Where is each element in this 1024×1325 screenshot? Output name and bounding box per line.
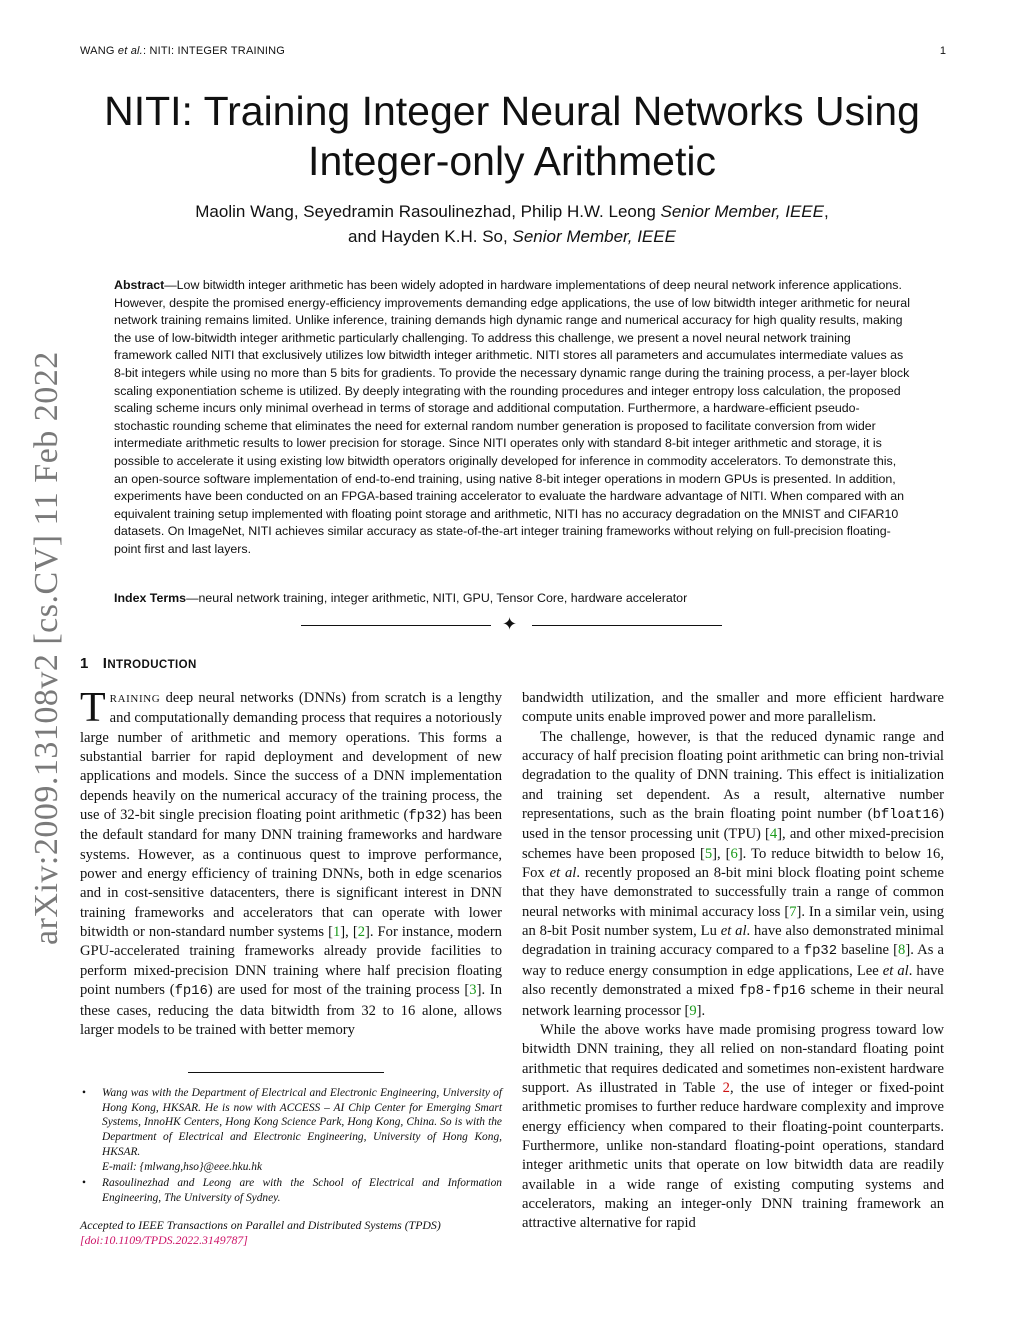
text-run: The challenge, however, is that the reduced dynamic range and accuracy of half precision floating point arithmetic can bring non-trivial degradation to the quality of DNN training. This effect is initialization and training set dependent. As a result, alternative number representations, such as the brain floating point number ( <box>522 728 944 823</box>
text-run: ]. To reduce bitwidth to below 16, Fox <box>522 845 944 882</box>
footnote-affiliation-rasoulinezhad-leong <box>80 1176 502 1205</box>
index-terms-label: Index Terms <box>114 591 187 605</box>
code-bfloat16: bfloat16 <box>872 807 940 824</box>
section-title-initial: I <box>102 655 108 672</box>
section-number: 1 <box>80 655 89 672</box>
et-al: et al <box>549 865 577 882</box>
et-al: et al <box>882 962 909 979</box>
intro-paragraph-1 <box>80 685 502 1040</box>
intro-paragraph-continued: bandwidth utilization, and the smaller and more efficient hardware compute units enable improved power and more parallelism. <box>522 690 944 726</box>
running-head-prefix: WANG <box>80 45 118 57</box>
text-run: ]. <box>696 1002 706 1019</box>
text-run: ) are used for most of the training process [ <box>207 982 470 999</box>
running-head <box>80 45 285 57</box>
citation-link[interactable]: 6 <box>730 845 738 862</box>
author-line-2 <box>80 224 944 249</box>
text-run: ]. As a way to reduce energy consumption in edge applications, Lee <box>522 942 944 979</box>
text-run: baseline [ <box>837 942 899 959</box>
author-list <box>80 199 944 249</box>
table-reference-link[interactable]: 2 <box>722 1079 730 1096</box>
divider-line-right <box>532 625 722 626</box>
footnote-bullet-icon: • <box>82 1087 86 1099</box>
doi-link[interactable]: [doi:10.1109/TPDS.2022.3149787] <box>80 1233 248 1248</box>
lead-smallcaps: RAINING <box>109 693 161 705</box>
code-fp32: fp32 <box>803 943 838 960</box>
code-fp16: fp16 <box>174 983 208 1000</box>
drop-cap: T <box>80 685 106 731</box>
citation-link[interactable]: 7 <box>789 903 797 920</box>
et-al: et al <box>720 923 747 940</box>
footnote-affiliation-wang-so <box>80 1086 502 1174</box>
paper-title: NITI: Training Integer Neural Networks Using Integer-only Arithmetic <box>104 88 920 184</box>
author-names-1: Maolin Wang, Seyedramin Rasoulinezhad, Philip H.W. Leong <box>195 202 656 221</box>
right-column <box>522 689 944 1234</box>
text-run: ]. In a similar vein, using an 8-bit Posit number system, Lu <box>522 903 944 940</box>
text-run: ]. For instance, modern GPU-accelerated training frameworks already provide facilities to perform mixed-precision DNN training where half precision floating point numbers ( <box>80 924 502 999</box>
citation-link[interactable]: 2 <box>357 924 365 941</box>
publication-note <box>80 1218 502 1249</box>
author-names-2: and Hayden K.H. So, <box>348 227 508 246</box>
text-run: scheme in their neural network learning processor [ <box>522 982 944 1019</box>
footnote-bullet-icon: • <box>82 1177 86 1190</box>
author-membership-1: Senior Member, IEEE <box>660 202 824 221</box>
index-terms-text: —neural network training, integer arithmetic, NITI, GPU, Tensor Core, hardware accelerator <box>186 591 688 605</box>
code-fp8-fp16: fp8-fp16 <box>739 983 806 1000</box>
code-fp32: fp32 <box>408 808 442 825</box>
divider-line-left <box>301 625 491 626</box>
index-terms <box>114 590 911 608</box>
abstract <box>114 277 911 559</box>
text-run: . have also recently demonstrated a mixed <box>522 962 944 999</box>
page-number: 1 <box>939 45 946 57</box>
citation-link[interactable]: 9 <box>689 1002 697 1019</box>
section-title-rest: NTRODUCTION <box>107 659 197 671</box>
running-head-suffix: : NITI: INTEGER TRAINING <box>142 45 286 57</box>
text-run: . recently proposed an 8-bit mini block floating point scheme that they have demonstrated to successfully train a range of common neural networks with minimal accuracy loss [ <box>522 865 945 920</box>
divider-star-icon: ✦ <box>502 614 518 634</box>
citation-link[interactable]: 8 <box>898 942 906 959</box>
text-run: ]. In these cases, reducing the data bitwidth from 32 to 16 alone, allows larger models to be trained with better memory <box>80 982 502 1038</box>
running-head-etal: et al. <box>117 45 143 57</box>
section-divider <box>301 614 722 634</box>
text-run: While the above works have made promising progress toward low bitwidth DNN training, they all relied on non-standard floating point arithmetic that requires dedicated and sometimes non-existent hardware support. As illustrated in Table <box>522 1021 944 1096</box>
intro-paragraph-2 <box>522 728 944 1021</box>
text-run: . have also demonstrated minimal degradation in training accuracy compared to a <box>522 923 944 959</box>
citation-link[interactable]: 4 <box>769 826 778 843</box>
abstract-label: Abstract <box>114 278 165 292</box>
text-run: ) used in the tensor processing unit (TPU) [ <box>522 806 944 843</box>
citation-link[interactable]: 5 <box>704 845 713 862</box>
footnote-email: E-mail: {mlwang,hso}@eee.hku.hk <box>102 1160 263 1173</box>
citation-link[interactable]: 3 <box>469 982 477 999</box>
author-membership-2: Senior Member, IEEE <box>512 227 676 246</box>
text-run: ) has been the default standard for many DNN training frameworks and hardware systems. However, as a continuous quest to improve performance, power and energy efficiency of training DNNs, both in edge scenarios and in cost-sensitive datacenters, there is significant interest in DNN training frameworks and accelerators that can operate with lower bitwidth or non-standard number systems [ <box>80 807 502 941</box>
arxiv-identifier[interactable]: arXiv:2009.13108v2 [cs.CV] 11 Feb 2022 <box>28 351 65 945</box>
accepted-note: Accepted to IEEE Transactions on Parallel and Distributed Systems (TPDS) <box>80 1218 441 1232</box>
text-run: ], [ <box>340 924 358 941</box>
left-column <box>80 685 502 1040</box>
author-line-1: Maolin Wang, Seyedramin Rasoulinezhad, Philip H.W. Leong Senior Member, IEEE, <box>195 202 829 221</box>
text-run: ], [ <box>712 845 731 862</box>
abstract-text: —Low bitwidth integer arithmetic has been widely adopted in hardware implementations of deep neural network inference applications. However, despite the promised energy-efficiency improvements demanding edge applications, the use of low bitwidth integer arithmetic for neural network training remains limited. Unlike inference, training demands high dynamic range and numerical accuracy for high quality results, making the use of low-bitwidth integer arithmetic particularly challenging. To address this challenge, we present a novel neural network training framework called NITI that exclusively utilizes low bitwidth integer arithmetic. NITI stores all parameters and accumulates intermediate values as 8-bit integers while using no more than 5 bits for gradients. To provide the necessary dynamic range during the training process, a per-layer block scaling exponentiation scheme is utilized. By deeply integrating with the rounding procedures and integer entropy loss calculation, the proposed scaling scheme incurs only minimal overhead in terms of storage and additional computation. Furthermore, a hardware-efficient pseudo-stochastic rounding scheme that eliminates the need for external random number generation is proposed to facilitate conversion from wider intermediate arithmetic results to lower precision for storage. Since NITI operates only with standard 8-bit integer arithmetic and storage, it is possible to accelerate it using existing low bitwidth operators originally developed for inference in commodity accelerators. To demonstrate this, an open-source software implementation of end-to-end training, using native 8-bit integer operations in modern GPUs is presented. In addition, experiments have been conducted on an FPGA-based training accelerator to evaluate the hardware advantage of NITI. When compared with an equivalent training setup implemented with floating point storage and arithmetic, NITI has no accuracy degradation on the MNIST and CIFAR10 datasets. On ImageNet, NITI achieves similar accuracy as state-of-the-art integer training frameworks without relying on full-precision floating-point first and last layers. <box>114 278 910 556</box>
footnote-rule <box>188 1072 384 1073</box>
footnote-text: Rasoulinezhad and Leong are with the School of Electrical and Information Engineering, The University of Sydney. <box>102 1177 502 1204</box>
intro-paragraph-3 <box>522 1021 944 1234</box>
text-run: ], and other mixed-precision schemes have been proposed [ <box>522 826 944 862</box>
text-run: deep neural networks (DNNs) from scratch is a lengthy and computationally demanding process that requires a notoriously large number of arithmetic and memory operations. This forms a substantial barrier for rapid deployment and development of new applications and models. Since the success of a DNN implementation depends heavily on the numerical accuracy of the training process, the use of 32-bit single precision floating point arithmetic ( <box>80 690 502 824</box>
text-run: , the use of integer or fixed-point arithmetic promises to further reduce hardware complexity and improve energy efficiency when compared to their floating-point counterparts. Furthermore, unlike non-standard floating-point operations, standard integer arithmetic units that operate on low bitwidth data are readily available in a wide range of existing computing systems and accelerators, making an integer-only DNN training framework an attractive alternative for rapid <box>522 1079 944 1232</box>
footnotes <box>80 1086 502 1208</box>
citation-link[interactable]: 1 <box>332 924 341 941</box>
footnote-text: Wang was with the Department of Electrical and Electronic Engineering, University of Hong Kong, HKSAR. He is now with ACCESS – AI Chip Center for Emerging Smart Systems, InnoHK Centers, Hong Kong Science Park, Hong Kong, China. So is with the Department of Electrical and Electronic Engineering, University of Hong Kong, HKSAR. <box>102 1087 502 1158</box>
section-heading-introduction <box>80 655 197 672</box>
